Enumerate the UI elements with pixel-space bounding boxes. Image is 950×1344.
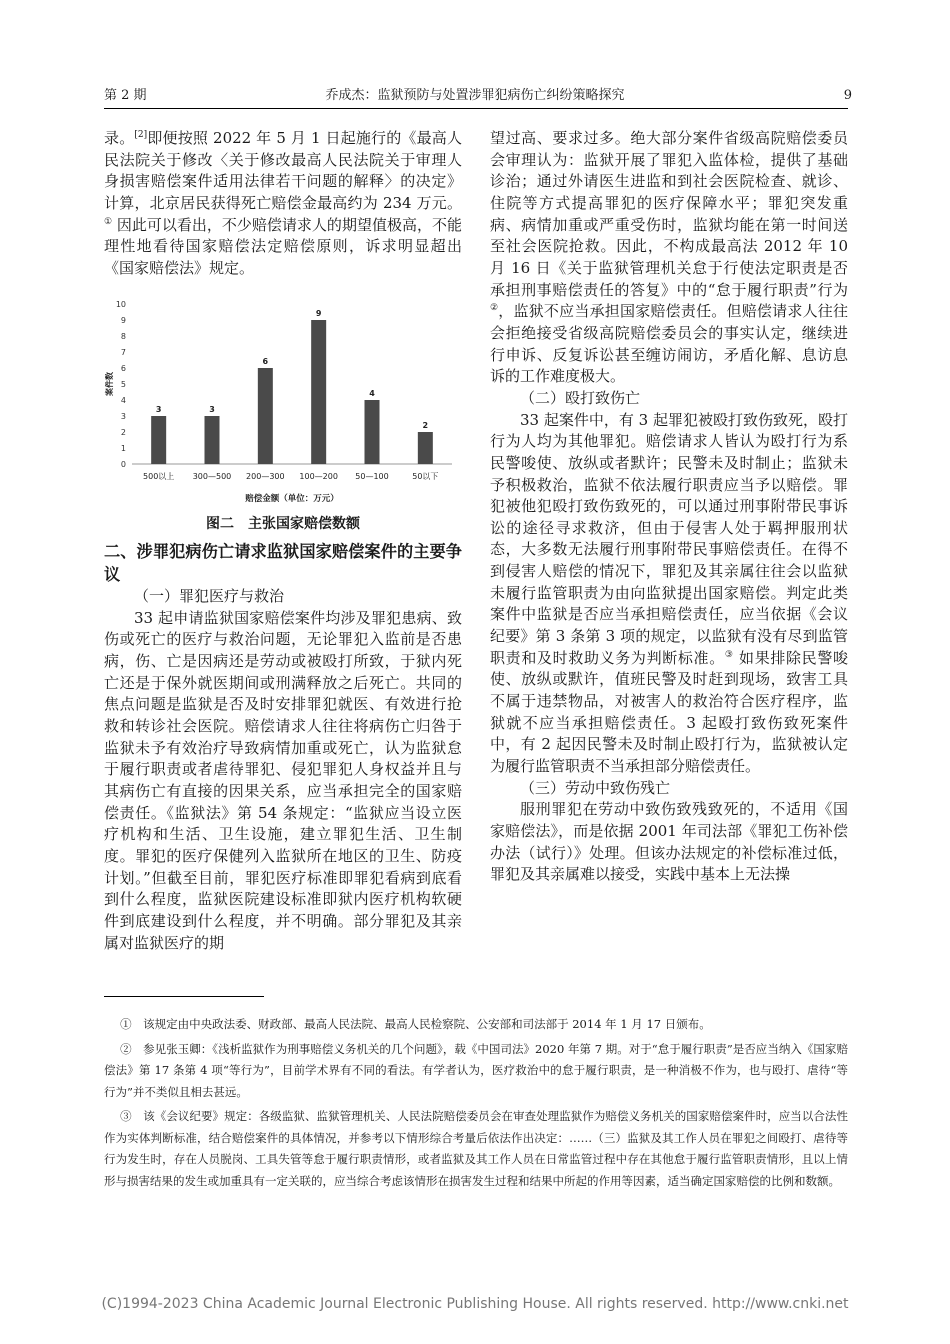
- y-tick-label: 6: [120, 364, 126, 373]
- x-tick-label: 500以上: [143, 472, 175, 481]
- header-rule: [104, 108, 848, 109]
- footnote: ③ 该《会议纪要》规定：各级监狱、监狱管理机关、人民法院赔偿委员会在审查处理监狱作为赔偿义务机关的国家赔偿案件时，应当以合法性作为实体判断标准，结合赔偿案件的具体情况，并参考以下情形综合考量后依法作出决定：……（三）监狱及其工作人员在罪犯之间殴打、虐待等行为发生时，存在人员脱岗、工具失管等怠于履行职责情形，或者监狱及其工作人员在日常监管过程中存在其他怠于履行监管职责情形，且以上情形与损害结果的发生或加重具有一定关联的，应当综合考虑该情形在损害发生过程和结果中所起的作用等因素，适当确定国家赔偿的比例和数额。: [104, 1109, 848, 1188]
- left-column-top: [104, 128, 462, 280]
- section-heading: 二、涉罪犯病伤亡请求监狱国家赔偿案件的主要争议: [104, 542, 462, 584]
- reference-mark: [2]: [134, 130, 148, 140]
- bar: [365, 400, 380, 464]
- footnote-rule: [104, 996, 264, 997]
- footnote-mark: ②: [490, 303, 499, 314]
- footnote-mark: ①: [104, 216, 113, 227]
- left-column-bottom: [104, 540, 462, 954]
- y-tick-label: 7: [120, 348, 126, 357]
- bar: [418, 432, 433, 464]
- x-tick-label: 300—500: [192, 472, 232, 481]
- page-number: 9: [843, 88, 852, 103]
- y-axis-label: 案件数: [105, 372, 114, 396]
- data-label: 3: [209, 405, 215, 414]
- figure-caption: 图二 主张国家赔偿数额: [206, 516, 360, 532]
- paragraph: 望过高、要求过多。绝大部分案件省级高院赔偿委员会审理认为：监狱开展了罪犯入监体检，提供了基础诊治；通过外请医生进监和到社会医院检查、就诊、住院等方式提高罪犯的医疗保障水平；罪犯突发重病、病情加重或严重受伤时，监狱均能在第一时间送至社会医院抢救。因此，不构成最高法 2012 年 10 月 16 日《关于监狱管理机关怠于行使法定职责是否承担刑事赔偿责任的答复》中的“怠于履行职责”行为②，监狱不应当承担国家赔偿责任。但赔偿请求人往往会拒绝接受省级高院赔偿委员会的事实认定，继续进行申诉、反复诉讼甚至缠访闹访，矛盾化解、息访息诉的工作难度极大。: [490, 129, 848, 386]
- footnote-mark: ③: [724, 649, 734, 660]
- y-tick-label: 4: [120, 396, 126, 405]
- intro-paragraph: 录。[2]即便按照 2022 年 5 月 1 日起施行的《最高人民法院关于修改〈关于修改最高人民法院关于审理人身损害赔偿案件适用法律若干问题的解释〉的决定》计算，北京居民获得死亡赔偿金最高约为 234 万元。① 因此可以看出，不少赔偿请求人的期望值极高，不能理性地看待国家赔偿法定赔偿原则，诉求明显超出《国家赔偿法》规定。: [104, 129, 462, 277]
- copyright-notice: (C)1994-2023 China Academic Journal Electronic Publishing House. All rights reserved. http://www.cnki.net: [101, 1296, 849, 1312]
- running-header-issue: 第 2 期: [104, 88, 147, 103]
- y-tick-label: 2: [120, 428, 126, 437]
- bar: [151, 416, 166, 464]
- x-tick-label: 50—100: [355, 472, 389, 481]
- x-tick-label: 200—300: [246, 472, 285, 481]
- right-column: [490, 128, 848, 886]
- paragraph: 33 起案件中，有 3 起罪犯被殴打致伤致死，殴打行为人均为其他罪犯。赔偿请求人皆认为殴打行为系民警唆使、放纵或者默许；民警未及时制止；监狱未予积极救治，监狱不依法履行职责应当予以赔偿。罪犯被他犯殴打致伤致死的，可以通过刑事附带民事诉讼的途径寻求救济，但由于侵害人处于羁押服刑状态，大多数无法履行刑事附带民事赔偿责任。在得不到侵害人赔偿的情况下，罪犯及其亲属往往会以监狱未履行监管职责为由向监狱提出国家赔偿。判定此类案件中监狱是否应当承担赔偿责任，应当依据《会议纪要》第 3 条第 3 项的规定，以监狱有没有尽到监管职责和及时救助义务为判断标准。③ 如果排除民警唆使、放纵或默许，值班民警及时赶到现场，致害工具不属于违禁物品，对被害人的救治符合医疗程序，监狱就不应当承担赔偿责任。3 起殴打致伤致死案件中，有 2 起因民警未及时制止殴打行为，监狱被认定为履行监管职责不当承担部分赔偿责任。: [490, 410, 848, 776]
- bar: [311, 320, 326, 464]
- y-tick-label: 8: [120, 332, 126, 341]
- bar-chart: [104, 296, 462, 514]
- footnote: ② 参见张玉卿：《浅析监狱作为刑事赔偿义务机关的几个问题》，载《中国司法》2020 年第 7 期。对于“怠于履行职责”是否应当纳入《国家赔偿法》第 17 条第 4 项“等行为”，目前学术界有不同的看法。有学者认为，医疗救治中的怠于履行职责，是一种消极不作为，也与殴打、虐待“等行为”并不类似且相去甚远。: [104, 1041, 848, 1099]
- y-tick-label: 10: [115, 300, 126, 309]
- bar: [205, 416, 220, 464]
- y-tick-label: 1: [120, 444, 126, 453]
- footnotes: [104, 1014, 848, 1195]
- x-axis-label: 赔偿金额（单位：万元）: [245, 494, 339, 504]
- paragraph: 33 起申请监狱国家赔偿案件均涉及罪犯患病、致伤或死亡的医疗与救治问题，无论罪犯入监前是否患病，伤、亡是因病还是劳动或被殴打所致，于狱内死亡还是于保外就医期间或刑满释放之后死亡。共同的焦点问题是监狱是否及时安排罪犯就医、有效进行抢救和转诊社会医院。赔偿请求人往往将病伤亡归咎于监狱未予有效治疗导致病情加重或死亡，认为监狱怠于履行职责或者虐待罪犯、侵犯罪犯人身权益并且与其病伤亡有直接的因果关系，应当承担完全的国家赔偿责任。《监狱法》第 54 条规定：“监狱应当设立医疗机构和生活、卫生设施，建立罪犯生活、卫生制度。罪犯的医疗保健列入监狱所在地区的卫生、防疫计划。”但截至目前，罪犯医疗标准即罪犯看病到底看到什么程度，监狱医院建设标准即狱内医疗机构软硬件到底建设到什么程度，并不明确。部分罪犯及其亲属对监狱医疗的期: [104, 608, 462, 952]
- data-label: 9: [315, 309, 322, 318]
- data-label: 2: [422, 421, 429, 430]
- y-tick-label: 5: [120, 380, 126, 389]
- footnote: ① 该规定由中央政法委、财政部、最高人民法院、最高人民检察院、公安部和司法部于 2014 年 1 月 17 日颁布。: [120, 1017, 711, 1031]
- y-tick-label: 9: [120, 316, 126, 325]
- y-tick-label: 3: [120, 412, 126, 421]
- bar: [258, 368, 273, 464]
- data-label: 3: [155, 405, 162, 414]
- data-label: 6: [262, 357, 269, 366]
- subsection-heading-1: （一）罪犯医疗与救治: [134, 587, 285, 605]
- paragraph: 服刑罪犯在劳动中致伤致残致死的，不适用《国家赔偿法》，而是依据 2001 年司法部《罪犯工伤补偿办法（试行）》处理。但该办法规定的补偿标准过低，罪犯及其亲属难以接受，实践中基本上无法操: [490, 800, 848, 884]
- x-tick-label: 100—200: [299, 472, 338, 481]
- subsection-heading-2: （二）殴打致伤亡: [520, 388, 641, 407]
- data-label: 4: [369, 389, 375, 398]
- running-header-title: 乔成杰：监狱预防与处置涉罪犯病伤亡纠纷策略探究: [325, 88, 625, 103]
- y-tick-label: 0: [120, 460, 126, 469]
- x-tick-label: 50以下: [412, 472, 439, 481]
- subsection-heading-3: （三）劳动中致伤残亡: [520, 778, 671, 797]
